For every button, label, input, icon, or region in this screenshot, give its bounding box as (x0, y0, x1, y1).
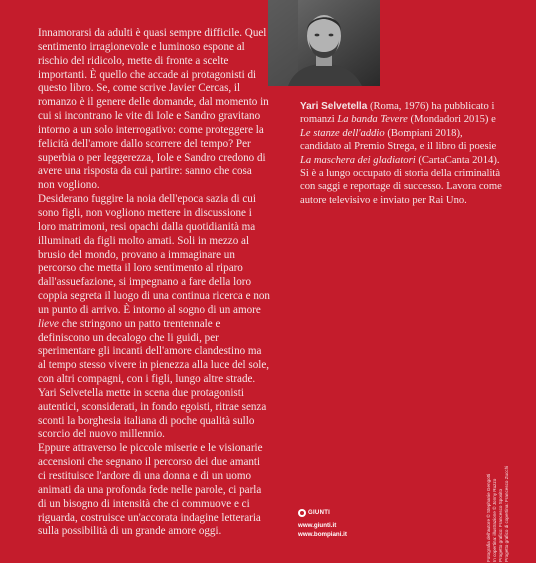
publisher-logo-text: GIUNTI (308, 510, 331, 516)
bio-text-4: (CartaCanta 2014). Si è a lungo occupato di storia della criminalità con saggi e reportage di successo. Lavora come autore televisivo e inviato per Rai Uno. (300, 154, 502, 206)
giunti-logo-icon (298, 509, 306, 517)
credit-line: In copertina: illustrazione © Jonny Ruzzo (492, 478, 497, 562)
bio-text-3: (Bompiani 2018), candidato al Premio Strega, e il libro di poesie (300, 127, 497, 153)
blurb-paragraph-2-end: che stringono un patto trentennale e definiscono un decalogo che li guidi, per sperimentare gli incanti dell'amore clandestino ma al tempo stesso vivere in pienezza alla luce del sole, con altri compagni, con i figli, lungo altre strade. Yari Selvetella mette in scena due protagonisti autentici, sconsiderati, in fondo egoisti, ritrae senza sconti la borghesia italiana di poche qualità sullo scorcio del nuovo millennio. (38, 317, 270, 441)
credit-line: Progetto grafico: Francesco Sposito (498, 488, 503, 562)
publisher-block (298, 509, 347, 539)
publisher-url-bompiani[interactable]: www.bompiani.it (298, 531, 347, 538)
blurb-paragraph-1: Innamorarsi da adulti è quasi sempre difficile. Quel sentimento irragionevole e luminoso espone al rischio del ridicolo, mette di fronte a scelte importanti. È quello che accade ai protagonisti di questo libro. Se, come scrive Javier Cercas, il romanzo è il genere delle domande, dal momento in cui si incontrano le vite di Iole e Sandro gravitano intorno a un solo interrogativo: come proteggere la felicità dell'amore dallo scorrere del tempo? Per superbia o per leggerezza, Iole e Sandro credono di avere una risposta da cui partire: sanno che cosa non vogliono. (38, 27, 269, 192)
back-cover-blurb (38, 27, 270, 539)
credit-line: Progetto grafico di copertina: Francesco Zucchi (504, 465, 509, 562)
author-portrait-image (268, 0, 380, 86)
publisher-logo (298, 509, 347, 517)
image-credits (486, 466, 510, 562)
bio-text-1: (Roma, 1976) ha pubblicato i romanzi (300, 101, 495, 126)
bio-book-1: La banda Tevere (337, 114, 408, 126)
bio-book-2: Le stanze dell'addio (300, 127, 385, 139)
author-name: Yari Selvetella (300, 101, 368, 112)
author-bio (300, 100, 506, 207)
bio-book-3: La maschera dei gladiatori (300, 154, 416, 166)
bio-text-2: (Mondadori 2015) e (410, 114, 496, 126)
author-photo (268, 0, 380, 86)
blurb-paragraph-3: Eppure attraverso le piccole miserie e le visionarie accensioni che segnano il percorso dei due amanti ci restituisce l'ardore di una donna e di un uomo animati da una profonda fede nelle parole, ci parla di un bisogno di intensità che ci commuove e ci riguarda, costruisce un'accorata indagine letteraria sulla possibilità di un grande amore oggi. (38, 442, 263, 538)
publisher-url-giunti[interactable]: www.giunti.it (298, 522, 337, 529)
credit-line: Fotografia dell'autore © Stephanie Gengotti (486, 473, 491, 562)
blurb-italic-word: lieve (38, 317, 59, 330)
blurb-paragraph-2-start: Desiderano fuggire la noia dell'epoca sazia di cui sono figli, non vogliono mettere in discussione i loro matrimoni, resi opachi dalla quotidianità ma illuminati da figli molto amati. Soli in mezzo al brusio del mondo, provano a immaginare un percorso che metta il loro sentimento al riparo dall'assuefazione, si impegnano a fare della loro coppia segreta il luogo di una continua ricerca e non un punto di arrivo. È intorno al sogno di un amore (38, 193, 270, 316)
